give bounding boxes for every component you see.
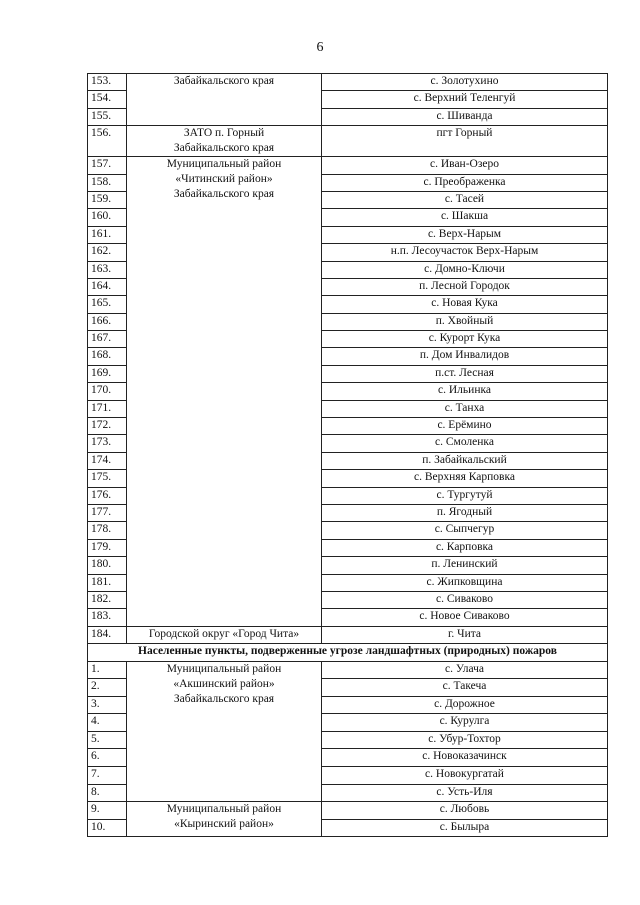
row-number: 157. bbox=[88, 157, 127, 174]
settlement-name: с. Тасей bbox=[322, 191, 608, 208]
settlement-name: с. Шакша bbox=[322, 209, 608, 226]
row-number: 177. bbox=[88, 504, 127, 521]
row-number: 166. bbox=[88, 313, 127, 330]
district-line: Городской округ «Город Чита» bbox=[148, 627, 300, 640]
row-number: 175. bbox=[88, 470, 127, 487]
row-number: 9. bbox=[88, 802, 127, 820]
settlement-name: с. Верхний Теленгуй bbox=[322, 91, 608, 108]
row-number: 170. bbox=[88, 383, 127, 400]
row-number: 168. bbox=[88, 348, 127, 365]
district-cell bbox=[127, 802, 322, 837]
row-number: 154. bbox=[88, 91, 127, 108]
row-number: 171. bbox=[88, 400, 127, 417]
settlement-name: с. Усть-Иля bbox=[322, 784, 608, 802]
row-number: 10. bbox=[88, 819, 127, 837]
settlement-name: с. Любовь bbox=[322, 802, 608, 820]
row-number: 6. bbox=[88, 749, 127, 767]
section-header: Населенные пункты, подверженные угрозе ландшафтных (природных) пожаров bbox=[88, 644, 608, 661]
district-cell bbox=[127, 74, 322, 126]
row-number: 183. bbox=[88, 609, 127, 626]
settlement-name: п. Лесной Городок bbox=[322, 278, 608, 295]
settlement-name: п. Ягодный bbox=[322, 504, 608, 521]
settlement-name: с. Былыра bbox=[322, 819, 608, 837]
settlement-name: с. Улача bbox=[322, 661, 608, 679]
table-row bbox=[88, 74, 608, 91]
settlement-name: с. Курулга bbox=[322, 714, 608, 732]
row-number: 178. bbox=[88, 522, 127, 539]
table-row bbox=[88, 802, 608, 820]
row-number: 163. bbox=[88, 261, 127, 278]
settlement-name: с. Карповка bbox=[322, 539, 608, 556]
row-number: 182. bbox=[88, 591, 127, 608]
row-number: 179. bbox=[88, 539, 127, 556]
district-line: «Акшинский район» bbox=[173, 677, 275, 690]
row-number: 181. bbox=[88, 574, 127, 591]
settlement-name: п.ст. Лесная bbox=[322, 365, 608, 382]
row-number: 180. bbox=[88, 557, 127, 574]
row-number: 169. bbox=[88, 365, 127, 382]
settlement-name: с. Жипковщина bbox=[322, 574, 608, 591]
settlement-name: с. Шиванда bbox=[322, 108, 608, 125]
row-number: 3. bbox=[88, 696, 127, 714]
settlement-name: п. Дом Инвалидов bbox=[322, 348, 608, 365]
settlement-name: н.п. Лесоучасток Верх-Нарым bbox=[322, 244, 608, 261]
settlement-name: с. Убур-Тохтор bbox=[322, 731, 608, 749]
row-number: 173. bbox=[88, 435, 127, 452]
settlement-name: с. Ильинка bbox=[322, 383, 608, 400]
settlement-name: п. Ленинский bbox=[322, 557, 608, 574]
district-line: Муниципальный район bbox=[166, 158, 282, 171]
settlement-name: пгт Горный bbox=[322, 126, 608, 157]
row-number: 153. bbox=[88, 74, 127, 91]
settlement-name: с. Иван-Озеро bbox=[322, 157, 608, 174]
row-number: 172. bbox=[88, 418, 127, 435]
settlement-name: с. Домно-Ключи bbox=[322, 261, 608, 278]
settlement-name: с. Новокургатай bbox=[322, 767, 608, 785]
settlements-table-body bbox=[88, 74, 608, 837]
row-number: 8. bbox=[88, 784, 127, 802]
district-cell bbox=[127, 661, 322, 802]
row-number: 159. bbox=[88, 191, 127, 208]
settlement-name: г. Чита bbox=[322, 626, 608, 643]
district-line: Муниципальный район bbox=[166, 662, 282, 675]
settlement-name: с. Новое Сиваково bbox=[322, 609, 608, 626]
row-number: 184. bbox=[88, 626, 127, 643]
table-row bbox=[88, 661, 608, 679]
settlement-name: с. Такеча bbox=[322, 679, 608, 697]
row-number: 155. bbox=[88, 108, 127, 125]
district-cell bbox=[127, 626, 322, 643]
row-number: 164. bbox=[88, 278, 127, 295]
settlement-name: с. Танха bbox=[322, 400, 608, 417]
settlement-name: с. Преображенка bbox=[322, 174, 608, 191]
settlement-name: с. Курорт Кука bbox=[322, 331, 608, 348]
district-cell bbox=[127, 126, 322, 157]
row-number: 4. bbox=[88, 714, 127, 732]
row-number: 158. bbox=[88, 174, 127, 191]
row-number: 1. bbox=[88, 661, 127, 679]
row-number: 160. bbox=[88, 209, 127, 226]
row-number: 161. bbox=[88, 226, 127, 243]
district-line: «Кыринский район» bbox=[174, 818, 274, 831]
section-header-row bbox=[88, 644, 608, 661]
settlement-name: п. Хвойный bbox=[322, 313, 608, 330]
table-row bbox=[88, 157, 608, 174]
district-line: Забайкальского края bbox=[173, 692, 275, 705]
settlement-name: с. Верхняя Карповка bbox=[322, 470, 608, 487]
district-line: Забайкальского края bbox=[173, 188, 275, 201]
district-line: Забайкальского края bbox=[173, 75, 275, 87]
settlement-name: с. Верх-Нарым bbox=[322, 226, 608, 243]
row-number: 2. bbox=[88, 679, 127, 697]
row-number: 162. bbox=[88, 244, 127, 261]
settlement-name: с. Сыпчегур bbox=[322, 522, 608, 539]
page-number: 6 bbox=[316, 40, 324, 55]
row-number: 7. bbox=[88, 767, 127, 785]
row-number: 174. bbox=[88, 452, 127, 469]
settlement-name: с. Золотухино bbox=[322, 74, 608, 91]
settlement-name: с. Сиваково bbox=[322, 591, 608, 608]
settlement-name: с. Ерёмино bbox=[322, 418, 608, 435]
table-row bbox=[88, 126, 608, 157]
row-number: 167. bbox=[88, 331, 127, 348]
settlement-name: с. Дорожное bbox=[322, 696, 608, 714]
settlements-table bbox=[87, 73, 608, 837]
row-number: 156. bbox=[88, 126, 127, 157]
table-row bbox=[88, 626, 608, 643]
settlement-name: с. Тургутуй bbox=[322, 487, 608, 504]
settlement-name: п. Забайкальский bbox=[322, 452, 608, 469]
district-line: «Читинский район» bbox=[175, 173, 273, 186]
row-number: 176. bbox=[88, 487, 127, 504]
district-line: ЗАТО п. Горный bbox=[183, 127, 265, 140]
district-line: Муниципальный район bbox=[166, 803, 282, 816]
district-line: Забайкальского края bbox=[173, 142, 275, 155]
settlement-name: с. Новая Кука bbox=[322, 296, 608, 313]
settlement-name: с. Новоказачинск bbox=[322, 749, 608, 767]
row-number: 5. bbox=[88, 731, 127, 749]
row-number: 165. bbox=[88, 296, 127, 313]
settlement-name: с. Смоленка bbox=[322, 435, 608, 452]
district-cell bbox=[127, 157, 322, 627]
